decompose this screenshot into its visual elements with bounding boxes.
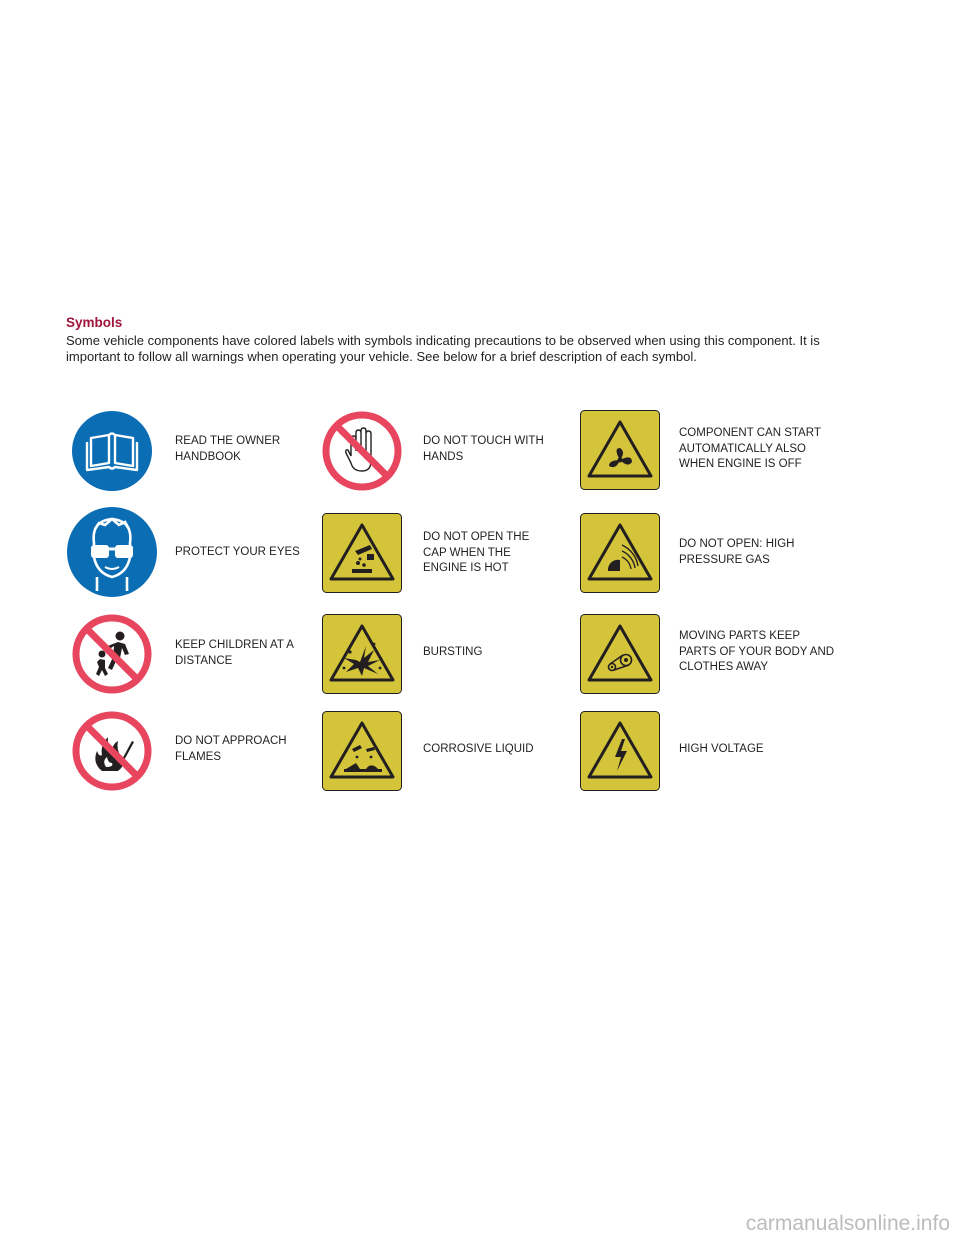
symbol-label: DO NOT OPEN THE CAP WHEN THE ENGINE IS HOT (423, 531, 530, 574)
symbol-label: DO NOT APPROACH FLAMES (175, 735, 287, 763)
no-flames-icon (72, 711, 152, 795)
symbol-label: BURSTING (423, 646, 483, 658)
section-title: Symbols (66, 315, 123, 330)
symbol-label: PROTECT YOUR EYES (175, 546, 300, 558)
symbol-label: DO NOT OPEN: HIGH PRESSURE GAS (679, 538, 795, 566)
no-children-icon (72, 614, 152, 698)
explosion-warning-icon (322, 614, 402, 698)
corrosive-warning-icon (322, 711, 402, 795)
open-book-icon (72, 411, 152, 495)
pressure-gas-warning-icon (580, 513, 660, 597)
footer-watermark: carmanualsonline.info (745, 1212, 950, 1235)
section-intro: Some vehicle components have colored labels with symbols indicating precautions to be observed when using this component. It is important to follow all warnings when operating your vehicle. See below for a brief description of each symbol. (66, 333, 820, 364)
no-touch-hand-icon (322, 411, 402, 495)
moving-belt-warning-icon (580, 614, 660, 698)
symbol-label: CORROSIVE LIQUID (423, 743, 534, 755)
symbol-label: COMPONENT CAN START AUTOMATICALLY ALSO WHEN ENGINE IS OFF (679, 427, 821, 470)
symbol-label: READ THE OWNER HANDBOOK (175, 435, 281, 463)
high-voltage-warning-icon (580, 711, 660, 795)
symbol-label: HIGH VOLTAGE (679, 743, 764, 755)
symbol-label: KEEP CHILDREN AT A DISTANCE (175, 639, 294, 667)
fan-warning-icon (580, 410, 660, 494)
safety-goggles-icon (67, 507, 157, 601)
symbol-label: MOVING PARTS KEEP PARTS OF YOUR BODY AND CLOTHES AWAY (679, 630, 835, 673)
hot-liquid-warning-icon (322, 513, 402, 597)
symbol-label: DO NOT TOUCH WITH HANDS (423, 435, 544, 463)
